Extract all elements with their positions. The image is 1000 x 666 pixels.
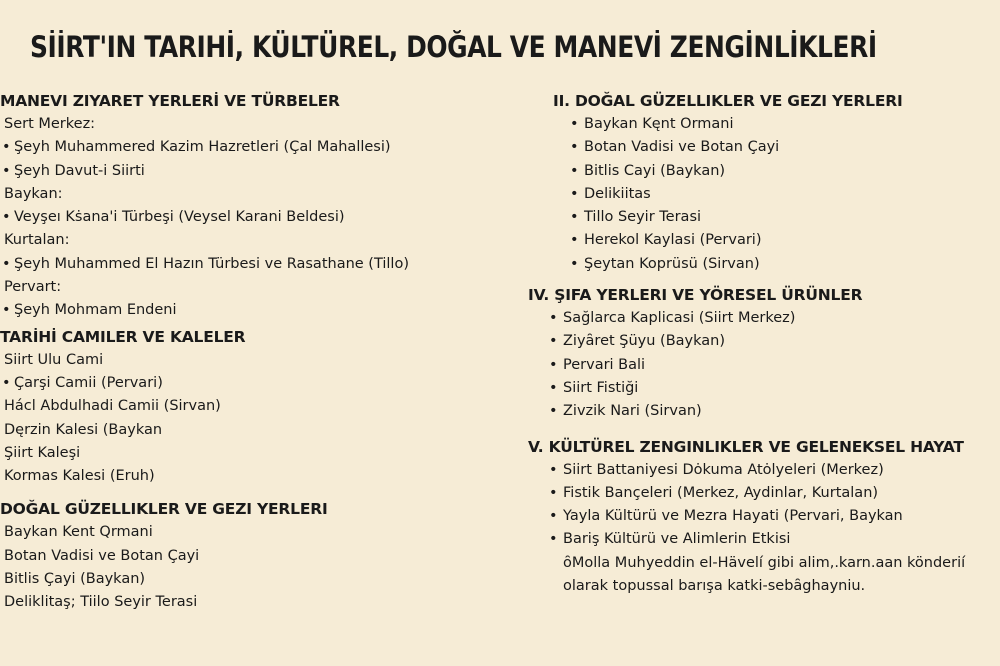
section-historic-mosques [0, 326, 470, 489]
list-item: • Baykan Kęnt Ormani [525, 113, 995, 136]
section-healing-products [525, 284, 995, 423]
list-item: Baykan: [4, 185, 63, 202]
list-item: • Zivzik Nari (Sirvan) [525, 400, 995, 423]
list-item: • Ziyȃret Şüyu (Baykan) [525, 330, 995, 353]
list-item: Şiirt Kaleşi [4, 444, 81, 461]
list-item: Siirt Ulu Cami [4, 351, 104, 368]
right-column [525, 90, 995, 598]
list-item: • Herekol Kaylasi (Pervari) [525, 229, 995, 252]
list-item: • Şeyh Davut-i Siirti [0, 160, 470, 183]
section-natural-beauty-2 [525, 90, 995, 276]
list-item: Sert Merkez: [4, 116, 96, 132]
section-heading: TARİHİ CAMILER VE KALELER [0, 327, 246, 346]
left-column [0, 90, 470, 615]
section-heading: V. KÜLTÜREL ZENGINLIKLER VE GELENEKSEL HAYAT [528, 437, 964, 456]
paragraph-line: ȏMolla Muhyeddin el-Hävelí gibi alim,.karn.aan könderií [563, 554, 966, 571]
list-item: Deliklitaş; Tiilo Seyir Terasi [4, 594, 198, 611]
list-item: Pervart: [4, 279, 62, 296]
list-item: • Bitlis Cayi (Baykan) [525, 160, 995, 183]
list-item: • Şeyh Mohmam Endeni [0, 299, 470, 322]
list-item: Hácl Abdulhadi Camii (Sirvan) [4, 398, 221, 415]
list-item: • Siirt Battaniyesi Dȯkuma Atȯlyeleri (Merkez) [525, 459, 995, 482]
list-item: • Veyşeı Kṡana'i Türbeşi (Veysel Karani Beldesi) [0, 206, 470, 229]
section-heading: IV. ŞIFA YERLERI VE YÖRESEL ÜRÜNLER [528, 286, 863, 305]
list-item: • Delikiitas [525, 183, 995, 206]
section-heading: MANEVI ZIYARET YERLERİ VE TÜRBELER [0, 92, 340, 110]
list-item: Bitlis Çayi (Baykan) [4, 571, 146, 588]
list-item: • Fistik Bançeleri (Merkez, Aydinlar, Kurtalan) [525, 482, 995, 505]
list-item: • Pervari Bali [525, 354, 995, 377]
list-item: • Yayla Kültürü ve Mezra Hayati (Pervari, Baykan [525, 505, 995, 528]
section-natural-beauty [0, 498, 470, 614]
list-item: Kurtalan: [4, 232, 70, 249]
list-item: Kormas Kalesi (Eruh) [4, 468, 155, 485]
list-item: • Sağlarca Kaplicasi (Siirt Merkez) [525, 307, 995, 330]
list-item: Botan Vadisi ve Botan Çayi [4, 547, 200, 564]
list-item: Dęrzin Kalesi (Baykan [4, 421, 163, 438]
section-spiritual-sites [0, 90, 470, 323]
section-heading: DOĞAL GÜZELLIKLER VE GEZI YERLERI [0, 500, 328, 519]
page-title: SİİRT'IN TARIHİ, KÜLTÜREL, DOĞAL VE MANEVİ ZENGİNLİKLERİ [30, 30, 877, 64]
section-heading: II. DOĞAL GÜZELLIKLER VE GEZI YERLERI [553, 92, 903, 110]
list-item: • Bariş Kültürü ve Alimlerin Etkisi [525, 528, 995, 551]
list-item: • Çarşi Camii (Pervari) [0, 372, 470, 395]
paragraph-line: olarak topussal barışa katki-sebȃghayniu. [563, 578, 866, 595]
list-item: • Botan Vadisi ve Botan Çayi [525, 136, 995, 159]
list-item: • Şeytan Koprüsü (Sirvan) [525, 253, 995, 276]
section-cultural-life [525, 436, 995, 599]
list-item: • Şeyh Muhammed El Hazın Türbesi ve Rasathane (Tillo) [0, 253, 470, 276]
list-item: Baykan Kent Qrmani [4, 524, 153, 541]
list-item: • Şeyh Muhammered Kazim Hazretleri (Çal Mahallesi) [0, 136, 470, 159]
list-item: • Siirt Fistiği [525, 377, 995, 400]
list-item: • Tillo Seyir Terasi [525, 206, 995, 229]
